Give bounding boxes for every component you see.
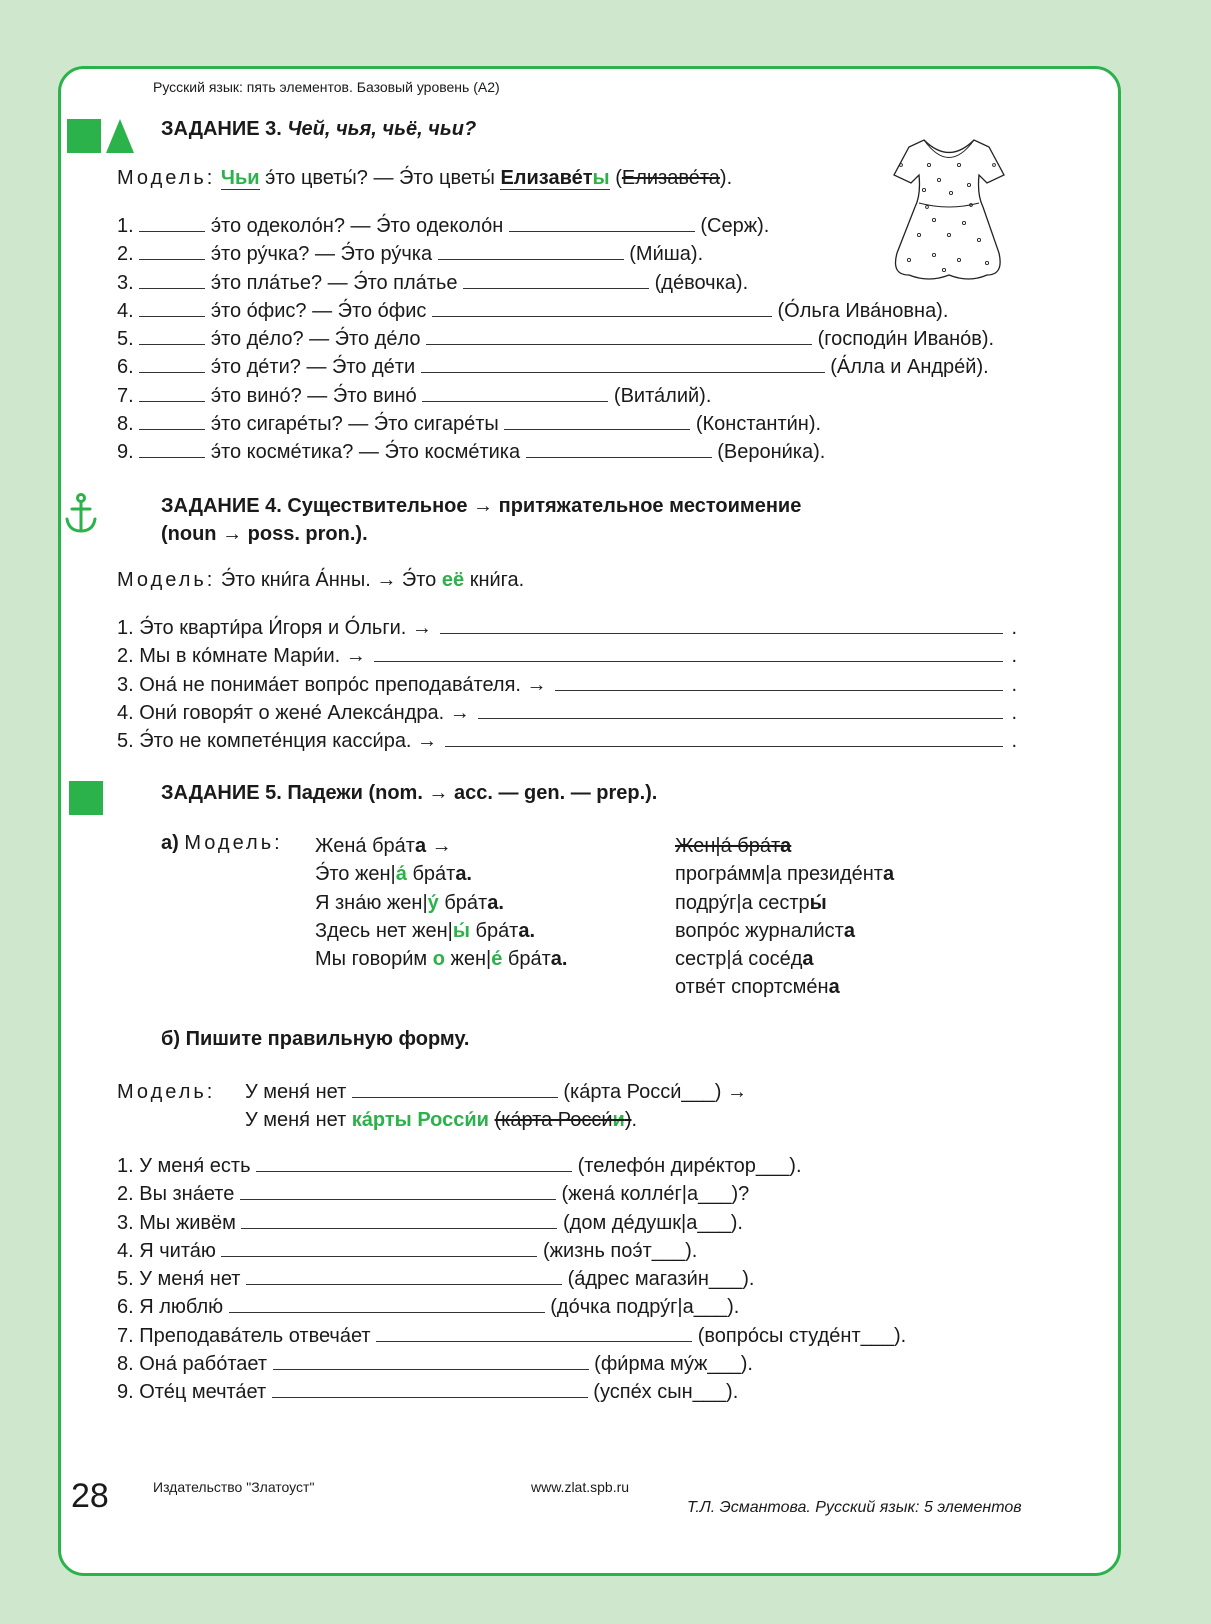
task5a-word-list [675,832,894,1002]
task4-item: 4. Они́ говоря́т о жене́ Алекса́ндра. → . [117,701,1017,724]
green-triangle-icon [106,119,134,153]
task5-title: ЗАДАНИЕ 5. Падежи (nom. → acc. — gen. — prep.). [161,782,658,804]
task3-item: 9. э́то косме́тика? — Э́то косме́тика (Верони́ка). [117,441,826,464]
task3-title: ЗАДАНИЕ 3. Чей, чья, чьё, чьи? [161,118,477,140]
green-square-icon [67,119,101,153]
task5b-model: Модель: У меня́ нет (ка́рта Росси́___) → У меня́ нет ка́рты Росси́и (ка́рта Росси́и). [117,1081,747,1132]
word-item: подру́г|а сестры́ [675,891,827,914]
task5b-item: 8. Она́ рабо́тает (фи́рма му́ж___). [117,1353,753,1376]
task3-item: 2. э́то ру́чка? — Э́то ру́чка (Ми́ша). [117,243,704,266]
task5b-item: 7. Преподава́тель отвеча́ет (вопро́сы студе́нт___). [117,1324,907,1347]
task4-item: 1. Э́то кварти́ра И́горя и О́льги. → . [117,617,1017,639]
task4-model: Модель: Э́то кни́га А́нны. → Э́то её кни́га. [117,569,525,591]
page-number: 28 [71,1477,109,1515]
green-square-icon [69,781,103,815]
task5b-title: б) Пишите правильную форму. [161,1028,470,1050]
task5b-item: 6. Я люблю́ (до́чка подру́г|а___). [117,1296,740,1319]
task4-item: 3. Она́ не понима́ет вопро́с преподава́теля. → . [117,673,1017,696]
footer-url: www.zlat.spb.ru [531,1479,630,1495]
word-item: сестр|а́ сосе́да [675,948,814,971]
task3-item: 3. э́то пла́тье? — Э́то пла́тье (де́вочка). [117,271,749,294]
task5a-model: Жена́ бра́та → Э́то жен|а́ бра́та. Я зна́ю жен|у́ бра́та. Здесь нет жен|ы́ бра́та. Мы говори́м о жен|е́ бра́та. [315,835,568,971]
task3-item: 4. э́то о́фис? — Э́то о́фис (О́льга Ива́новна). [117,299,949,322]
task5b-item: 9. Оте́ц мечта́ет (успе́х сын___). [117,1381,739,1404]
word-item: вопро́с журнали́ста [675,919,855,942]
task3-list [117,212,994,467]
task5a-label: а) Модель: [161,832,283,854]
page-header: Русский язык: пять элементов. Базовый уровень (А2) [153,79,500,95]
task3-item: 1. э́то одеколо́н? — Э́то одеколо́н (Серж). [117,215,770,237]
task5b-item: 1. У меня́ есть (телефо́н дире́ктор___). [117,1155,802,1177]
anchor-icon [63,493,99,535]
task5b-item: 4. Я чита́ю (жизнь поэ́т___). [117,1239,698,1262]
task5b-item: 3. Мы живём (дом де́душк|а___). [117,1211,743,1234]
task3-item: 6. э́то де́ти? — Э́то де́ти (А́лла и Андре́й). [117,356,989,379]
footer-publisher: Издательство "Златоуст" [153,1479,315,1495]
task5b-item: 2. Вы зна́ете (жена́ колле́г|а___)? [117,1183,750,1206]
task3-item: 5. э́то де́ло? — Э́то де́ло (господи́н Ивано́в). [117,328,995,351]
word-item: програ́мм|а президе́нта [675,863,895,886]
task3-item: 8. э́то сигаре́ты? — Э́то сигаре́ты (Константи́н). [117,413,822,436]
task5b-item: 5. У меня́ нет (а́дрес магази́н___). [117,1268,755,1291]
word-item: Жен|а́ бра́та [675,835,792,857]
footer-author: Т.Л. Эсмантова. Русский язык: 5 элементов [687,1499,1022,1516]
workbook-page [58,66,1121,1576]
task3-item: 7. э́то вино́? — Э́то вино́ (Вита́лий). [117,384,712,407]
task3-model: Модель: Чьи э́то цветы́? — Э́то цветы́ Елизаве́ты (Елизаве́та). [117,167,733,189]
task4-item: 2. Мы в ко́мнате Мари́и. → . [117,645,1017,668]
task4-list [117,614,1017,755]
task5b-list [117,1152,906,1407]
task4-item: 5. Э́то не компете́нция касси́ра. → . [117,730,1017,753]
word-item: отве́т спортсме́на [675,976,840,999]
task4-title: ЗАДАНИЕ 4. Существительное → притяжательное местоимение (noun → poss. pron.). [161,495,802,545]
